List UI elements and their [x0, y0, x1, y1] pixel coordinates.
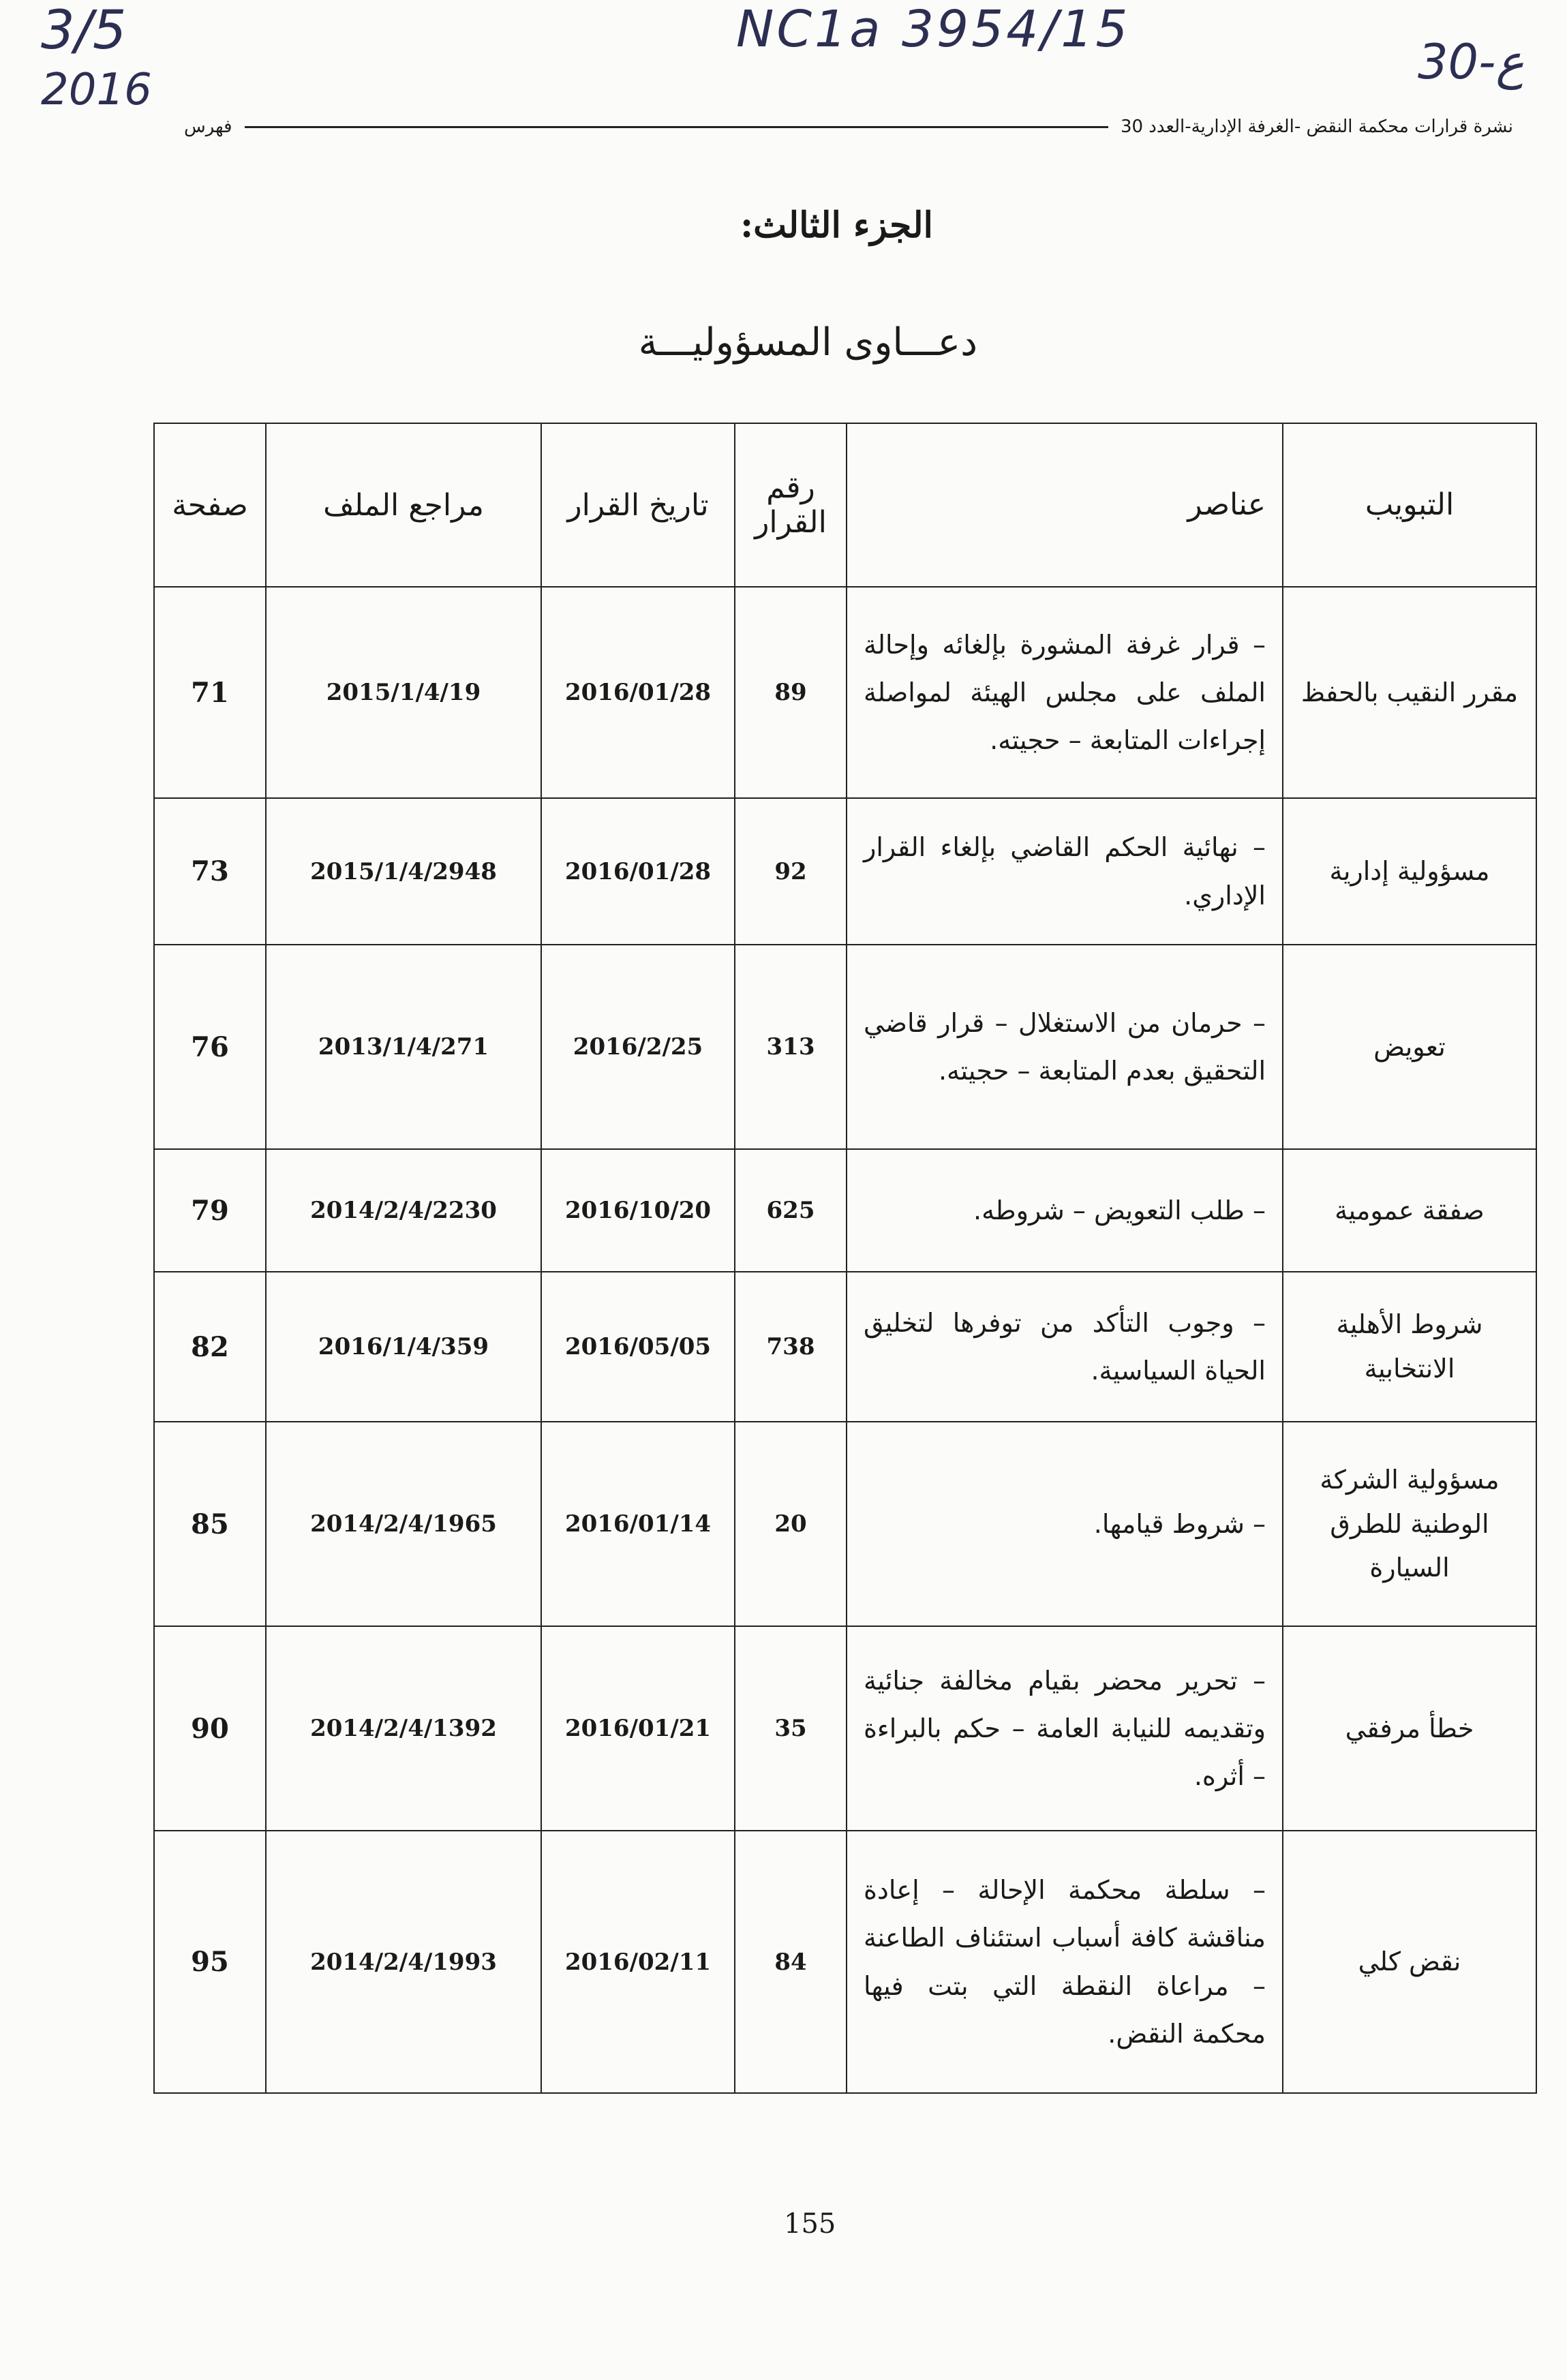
table-row: [154, 798, 1536, 945]
table-row: [154, 587, 1536, 798]
header-publication: نشرة قرارات محكمة النقض -الغرفة الإدارية-العدد 30: [1120, 117, 1513, 137]
header-section: فهرس: [184, 117, 232, 137]
cell-decision-date: 2016/01/28: [541, 798, 735, 945]
cell-elements: – قرار غرفة المشورة بإلغائه وإحالة الملف على مجلس الهيئة لمواصلة إجراءات المتابعة – حجيته.: [847, 587, 1283, 798]
handwritten-note-top-right: 30-ع: [1418, 34, 1525, 90]
cell-decision-number: 35: [735, 1626, 847, 1831]
page-number: 155: [784, 2208, 836, 2240]
cell-decision-date: 2016/10/20: [541, 1149, 735, 1272]
cell-decision-date: 2016/01/28: [541, 587, 735, 798]
cell-classification: مقرر النقيب بالحفظ: [1283, 587, 1536, 798]
part-title: الجزء الثالث:: [740, 204, 933, 246]
column-header-classification: التبويب: [1283, 423, 1536, 587]
cell-file-reference: 2014/2/4/1392: [266, 1626, 541, 1831]
cell-decision-number: 313: [735, 945, 847, 1149]
cell-classification: شروط الأهلية الانتخابية: [1283, 1272, 1536, 1422]
cell-decision-number: 89: [735, 587, 847, 798]
cell-decision-number: 738: [735, 1272, 847, 1422]
cell-classification: صفقة عمومية: [1283, 1149, 1536, 1272]
cell-file-reference: 2014/2/4/1965: [266, 1422, 541, 1626]
cell-elements: – طلب التعويض – شروطه.: [847, 1149, 1283, 1272]
cell-decision-date: 2016/05/05: [541, 1272, 735, 1422]
cell-file-reference: 2015/1/4/19: [266, 587, 541, 798]
table-row: [154, 1831, 1536, 2093]
column-header-file-reference: مراجع الملف: [266, 423, 541, 587]
cell-page: 85: [154, 1422, 266, 1626]
header-rule: [245, 126, 1108, 128]
table-row: [154, 1626, 1536, 1831]
cell-page: 79: [154, 1149, 266, 1272]
running-header: [184, 116, 1513, 138]
table-row: [154, 945, 1536, 1149]
column-header-page: صفحة: [154, 423, 266, 587]
table-row: [154, 1422, 1536, 1626]
table-row: [154, 1272, 1536, 1422]
index-table: [153, 423, 1537, 2094]
cell-decision-number: 84: [735, 1831, 847, 2093]
column-header-decision-date: تاريخ القرار: [541, 423, 735, 587]
cell-elements: – حرمان من الاستغلال – قرار قاضي التحقيق بعدم المتابعة – حجيته.: [847, 945, 1283, 1149]
handwritten-note-top-left: 3/5: [41, 0, 127, 61]
cell-file-reference: 2015/1/4/2948: [266, 798, 541, 945]
cell-elements: – وجوب التأكد من توفرها لتخليق الحياة السياسية.: [847, 1272, 1283, 1422]
cell-page: 82: [154, 1272, 266, 1422]
cell-file-reference: 2014/2/4/1993: [266, 1831, 541, 2093]
cell-decision-number: 625: [735, 1149, 847, 1272]
cell-file-reference: 2014/2/4/2230: [266, 1149, 541, 1272]
cell-page: 95: [154, 1831, 266, 2093]
cell-elements: – تحرير محضر بقيام مخالفة جنائية وتقديمه للنيابة العامة – حكم بالبراءة – أثره.: [847, 1626, 1283, 1831]
cell-classification: مسؤولية الشركة الوطنية للطرق السيارة: [1283, 1422, 1536, 1626]
column-header-elements: عناصر: [847, 423, 1283, 587]
cell-elements: – شروط قيامها.: [847, 1422, 1283, 1626]
cell-decision-date: 2016/2/25: [541, 945, 735, 1149]
cell-file-reference: 2013/1/4/271: [266, 945, 541, 1149]
section-title: دعـــاوى المسؤوليـــة: [638, 320, 977, 365]
cell-classification: تعويض: [1283, 945, 1536, 1149]
column-header-decision-number: رقم القرار: [735, 423, 847, 587]
cell-classification: خطأ مرفقي: [1283, 1626, 1536, 1831]
cell-classification: مسؤولية إدارية: [1283, 798, 1536, 945]
cell-elements: – سلطة محكمة الإحالة – إعادة مناقشة كافة أسباب استئناف الطاعنة – مراعاة النقطة التي بتت فيها محكمة النقض.: [847, 1831, 1283, 2093]
cell-decision-date: 2016/01/14: [541, 1422, 735, 1626]
cell-page: 76: [154, 945, 266, 1149]
cell-file-reference: 2016/1/4/359: [266, 1272, 541, 1422]
cell-decision-date: 2016/02/11: [541, 1831, 735, 2093]
cell-elements: – نهائية الحكم القاضي بإلغاء القرار الإداري.: [847, 798, 1283, 945]
handwritten-year: 2016: [41, 65, 152, 115]
cell-page: 71: [154, 587, 266, 798]
table-row: [154, 1149, 1536, 1272]
cell-page: 90: [154, 1626, 266, 1831]
cell-decision-number: 20: [735, 1422, 847, 1626]
cell-decision-date: 2016/01/21: [541, 1626, 735, 1831]
cell-classification: نقض كلي: [1283, 1831, 1536, 2093]
cell-page: 73: [154, 798, 266, 945]
handwritten-reference: NC1a 3954/15: [736, 0, 1131, 59]
cell-decision-number: 92: [735, 798, 847, 945]
table-header-row: [154, 423, 1536, 587]
